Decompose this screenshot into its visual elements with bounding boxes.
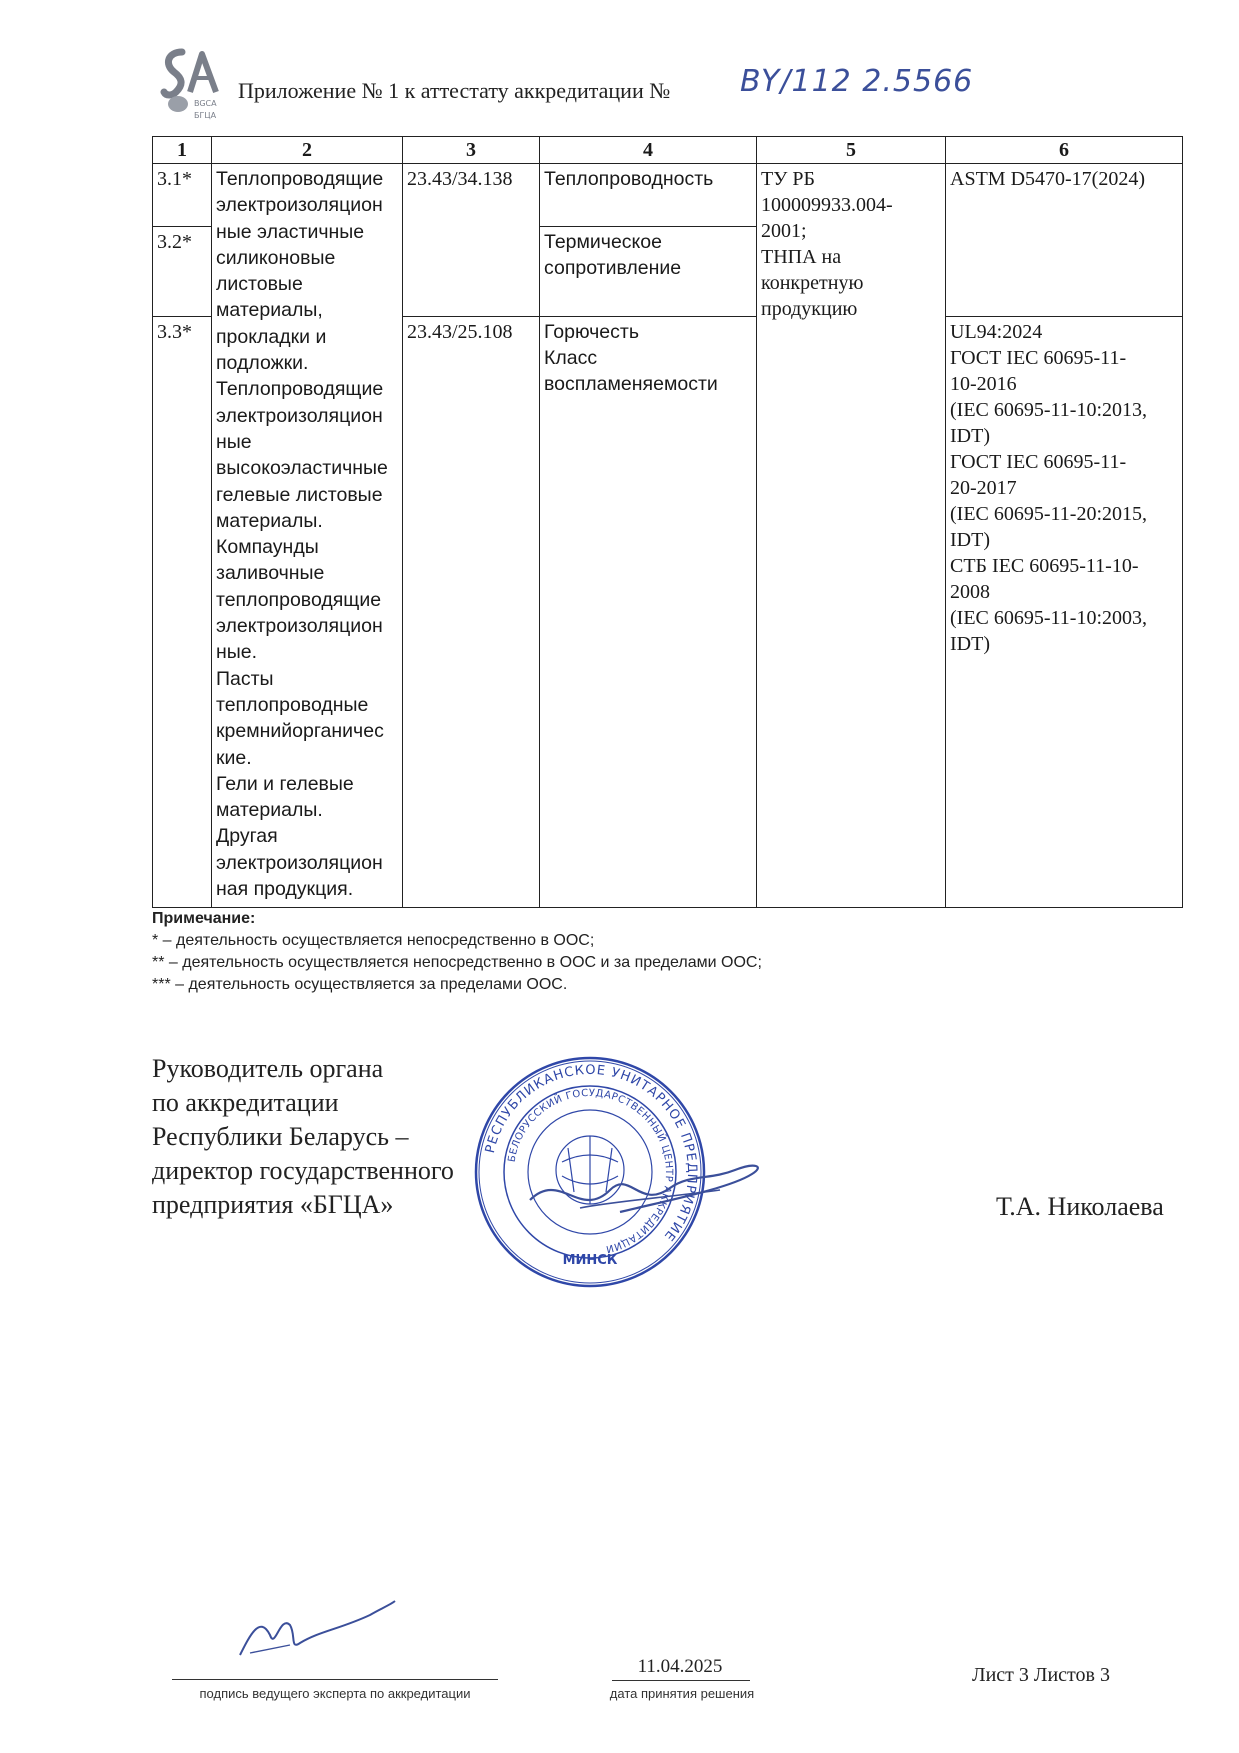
stamp-outer-text: РЕСПУБЛИКАНСКОЕ УНИТАРНОЕ ПРЕДПРИЯТИЕ (482, 1062, 700, 1244)
object-description-line: Компаунды (216, 536, 319, 559)
decision-date-line (612, 1680, 750, 1681)
characteristic-cell: Теплопроводность (540, 164, 757, 227)
characteristic-line: воспламеняемости (544, 373, 718, 395)
object-description-line: Другая (216, 825, 278, 848)
accreditation-number: BY/112 2.5566 (740, 64, 974, 99)
code-cell: 23.43/34.138 (403, 164, 540, 317)
table-row (153, 164, 1183, 227)
method-line: (IEC 60695-11-10:2013, (950, 399, 1148, 421)
method-line: 2008 (950, 581, 990, 603)
method-list (950, 319, 1178, 657)
object-description-line: Гели и гелевые (216, 772, 354, 795)
director-signature (520, 1150, 770, 1230)
accreditation-scope-table (152, 136, 1183, 908)
method-line: UL94:2024 (950, 321, 1043, 343)
requirements-line: конкретную (761, 272, 864, 294)
column-header: 6 (946, 137, 1183, 164)
signer-line: Руководитель органа (152, 1054, 384, 1083)
method-line: ГОСТ IEC 60695-11- (950, 347, 1127, 369)
method-line: IDT) (950, 633, 990, 655)
table-header-row (153, 137, 1183, 164)
object-description-line: высокоэластичные (216, 457, 388, 480)
svg-text:BGCA: BGCA (194, 99, 217, 108)
object-description-line: электроизоляцион (216, 851, 383, 874)
characteristic-cell (540, 227, 757, 317)
object-description-cell (212, 164, 403, 908)
document-title: Приложение № 1 к аттестату аккредитации № (238, 78, 671, 103)
characteristic-line: сопротивление (544, 257, 682, 279)
object-description-line: прокладки и (216, 325, 327, 348)
signer-line: предприятия «БГЦА» (152, 1190, 394, 1219)
decision-date: 11.04.2025 (637, 1656, 723, 1677)
notes-title: Примечание: (152, 910, 256, 927)
object-description-line: электроизоляцион (216, 194, 383, 217)
characteristic-line: Горючесть (544, 321, 639, 343)
row-number: 3.1* (153, 164, 212, 227)
method-line: IDT) (950, 425, 990, 447)
expert-signature (230, 1595, 400, 1665)
notes-section (152, 908, 762, 996)
object-description-line: ные. (216, 641, 258, 664)
object-description-line: листовые (216, 273, 303, 296)
object-description-line: материалы, (216, 299, 323, 322)
note-item: * – деятельность осуществляется непосредственно в ООС; (152, 932, 595, 949)
column-header: 5 (757, 137, 946, 164)
stamp-city: МИНСК (562, 1253, 618, 1268)
requirements-line: ТУ РБ (761, 168, 815, 190)
object-description-line: силиконовые (216, 246, 336, 269)
column-header: 2 (212, 137, 403, 164)
signer-line: по аккредитации (152, 1088, 339, 1117)
column-header: 1 (153, 137, 212, 164)
object-description-line: заливочные (216, 562, 325, 585)
object-description-line: кие. (216, 746, 252, 769)
object-description-line: ные (216, 430, 252, 453)
object-description-line: ные эластичные (216, 220, 365, 243)
characteristic-line: Термическое (544, 231, 662, 253)
method-line: 20-2017 (950, 477, 1017, 499)
signer-line: директор государственного (152, 1156, 454, 1185)
object-description-line: электроизоляцион (216, 404, 383, 427)
decision-date-caption: дата принятия решения (609, 1686, 755, 1701)
requirements-line: 100009933.004- (761, 194, 893, 216)
requirements-line: 2001; (761, 220, 807, 242)
stamp-inner-text: БЕЛОРУССКИЙ ГОСУДАРСТВЕННЫЙ ЦЕНТР АККРЕДИТАЦИИ (506, 1087, 675, 1255)
expert-signature-line (172, 1679, 498, 1680)
signer-position (152, 1052, 454, 1222)
object-description-line: материалы. (216, 799, 323, 822)
characteristic-cell (540, 317, 757, 908)
object-description-line: кремнийорганичес (216, 720, 384, 743)
row-number: 3.2* (153, 227, 212, 317)
column-header: 3 (403, 137, 540, 164)
object-description-line: теплопроводные (216, 693, 369, 716)
method-line: 10-2016 (950, 373, 1017, 395)
method-line: ГОСТ IEC 60695-11- (950, 451, 1127, 473)
method-line: СТБ IEC 60695-11-10- (950, 555, 1139, 577)
sheet-counter: Лист 3 Листов 3 (972, 1664, 1110, 1686)
row-number: 3.3* (153, 317, 212, 908)
column-header: 4 (540, 137, 757, 164)
method-cell (946, 317, 1183, 908)
object-description-line: теплопроводящие (216, 588, 382, 611)
object-description-line: подложки. (216, 352, 309, 375)
object-description-line: Теплопроводящие (216, 168, 384, 190)
bgca-logo (160, 46, 220, 124)
method-line: (IEC 60695-11-20:2015, (950, 503, 1148, 525)
expert-signature-caption: подпись ведущего эксперта по аккредитации (199, 1686, 471, 1701)
object-description-line: материалы. (216, 509, 323, 532)
characteristic-line: Класс (544, 347, 598, 369)
object-description-line: ная продукция. (216, 878, 354, 901)
note-item: *** – деятельность осуществляется за пределами ООС. (152, 976, 568, 993)
note-item: ** – деятельность осуществляется непосредственно в ООС и за пределами ООС; (152, 954, 762, 971)
object-description-line: электроизоляцион (216, 615, 383, 638)
object-description-line: гелевые листовые (216, 483, 383, 506)
method-line: (IEC 60695-11-10:2003, (950, 607, 1148, 629)
requirements-line: продукцию (761, 298, 858, 320)
requirements-line: ТНПА на (761, 246, 842, 268)
object-description-line: Пасты (216, 667, 274, 690)
object-description (216, 166, 398, 902)
code-cell: 23.43/25.108 (403, 317, 540, 908)
signer-name: Т.А. Николаева (996, 1192, 1164, 1221)
method-cell: ASTM D5470-17(2024) (946, 164, 1183, 317)
svg-text:БГЦА: БГЦА (194, 111, 217, 120)
method-line: IDT) (950, 529, 990, 551)
requirements-cell (757, 164, 946, 908)
signer-line: Республики Беларусь – (152, 1122, 409, 1151)
object-description-line: Теплопроводящие (216, 378, 384, 401)
requirements-text (761, 166, 941, 322)
